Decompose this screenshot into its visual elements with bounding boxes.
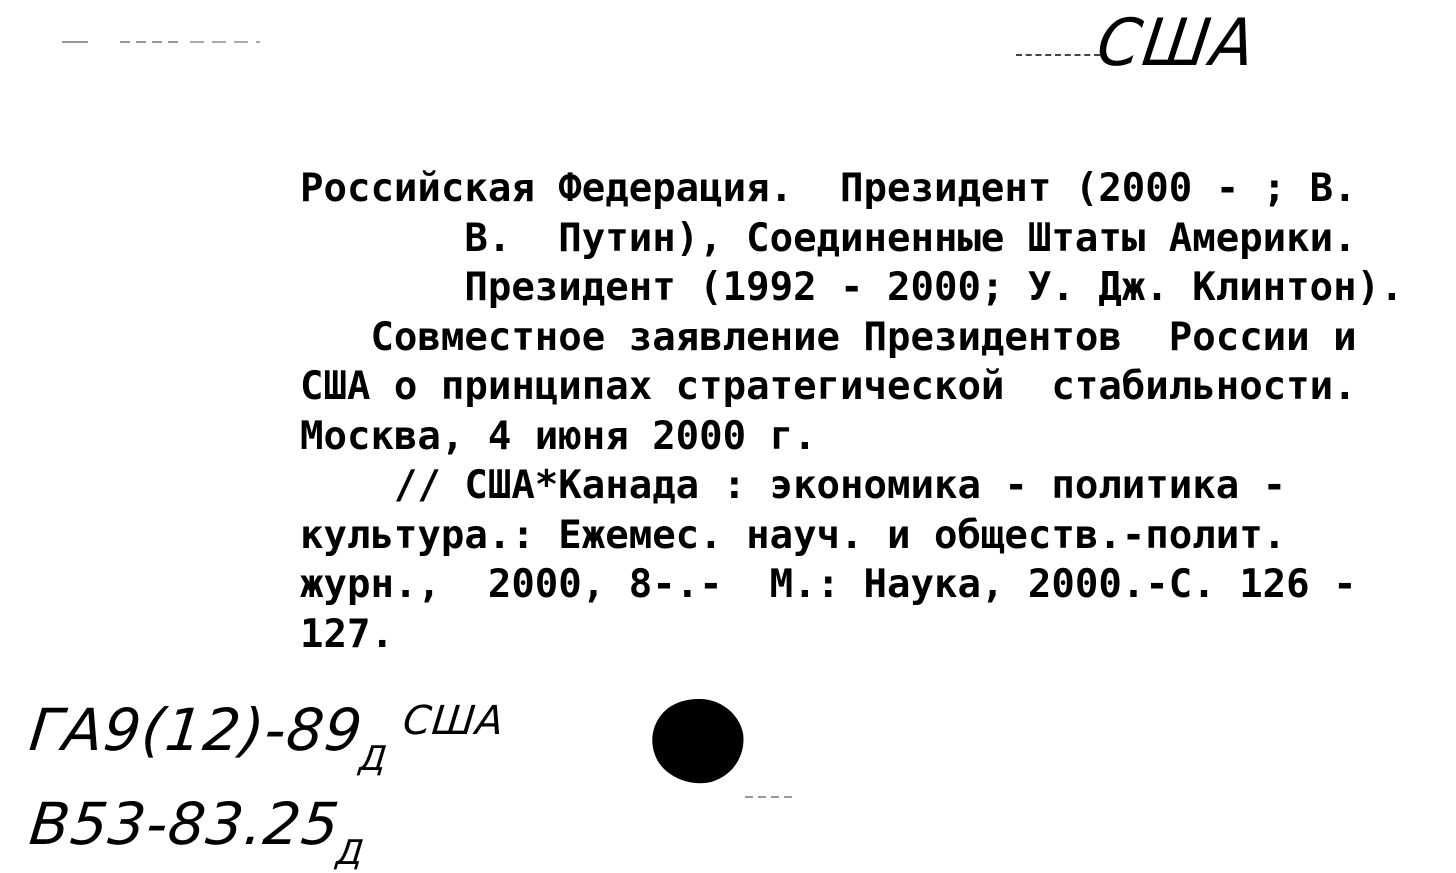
shelf-code-subscript: Д [334,833,367,873]
handwritten-class-code [26,696,507,779]
entry-line-7: // США*Канада : экономика - политика - [300,463,1287,508]
punch-hole [649,695,747,785]
entry-line-6: Москва, 4 июня 2000 г. [300,413,817,459]
class-code-main: ГА9(12)-89 [26,696,367,764]
entry-line-2: В. Путин), Соединенные Штаты Америки. [300,215,1357,261]
heading-dash-line [1016,54,1100,58]
entry-line-4: Совместное заявление Президентов России и [300,314,1357,360]
handwritten-shelf-code [26,790,370,873]
bibliographic-entry [300,164,1410,659]
faint-dash-mark [62,40,262,44]
handwritten-corner-heading [1010,4,1310,90]
entry-line-1: Российская Федерация. Президент (2000 - ; В. [300,166,1357,211]
entry-line-10: 127. [300,611,394,657]
entry-line-8: культура.: Ежемес. науч. и обществ.-полит. [300,512,1287,558]
class-code-suffix: США [400,698,507,744]
entry-line-5: США о принципах стратегической стабильности. [300,364,1357,409]
entry-line-3: Президент (1992 - 2000; У. Дж. Клинтон). [300,265,1404,310]
entry-line-9: журн., 2000, 8-.- М.: Наука, 2000.-С. 126 - [300,562,1357,607]
corner-heading-text: США [1092,4,1262,81]
faint-dash-mark-small [745,795,795,799]
shelf-code-main: В53-83.25 [26,790,344,858]
class-code-subscript: Д [357,739,390,779]
